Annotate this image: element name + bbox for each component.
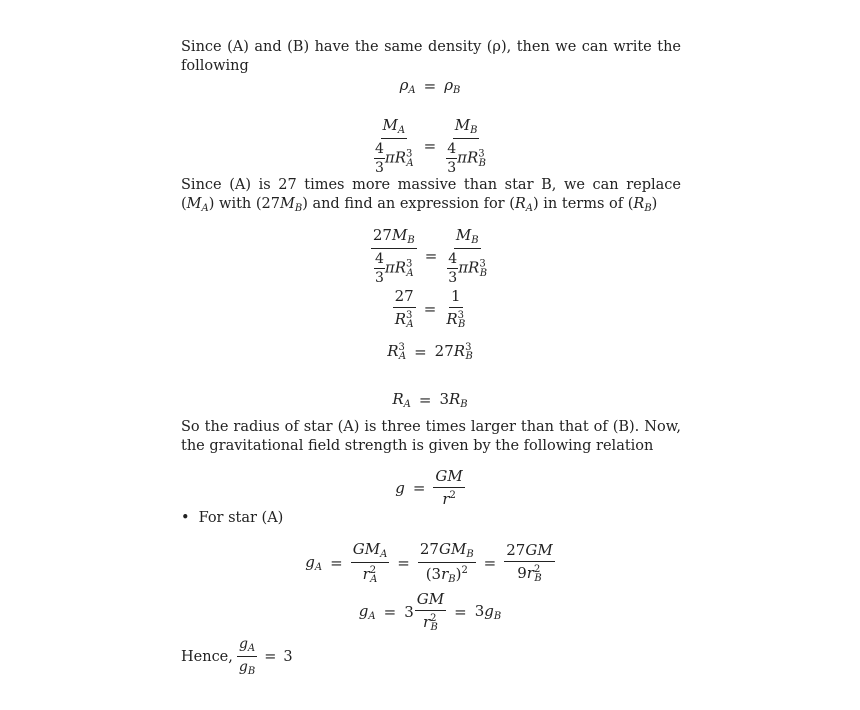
paragraph-field-strength	[181, 418, 681, 456]
equation-mass-volume: $M_A$ $\frac{4}{3}$ $\pi R^3_A$ = $M_B$ $\frac{4}{3}$ $\pi R^3_B$	[374, 116, 487, 176]
conclusion-line: Hence, $\frac{g_A}{g_B}$ = 3	[181, 636, 293, 677]
equation-field-result: $g_A$ = 3 $\frac{GM}{r^2_B}$ = $3g_B$	[358, 590, 502, 633]
equation-field-star-a: $g_A$ = $\frac{GM_A}{r^2_A}$ = $\frac{27GM_B}{(3r_B)^2}$ = $\frac{27GM}{9r^2_B}$	[305, 540, 553, 585]
paragraph-density-text: Since (A) and (B) have the same density (ρ), then we can write the following	[181, 39, 681, 74]
equation-radius-result: $R_A$ = $3R_B$	[392, 390, 468, 410]
bullet-text: For star (A)	[198, 510, 284, 526]
hence-label: Hence,	[181, 648, 233, 665]
paragraph-density	[181, 38, 681, 76]
equation-density-equal: $\rho_A$ = $\rho_B$	[399, 76, 461, 96]
paragraph-replace-mass: Since (A) is 27 times more massive than star B, we can replace $(M_A)$ with $(27M_B)$ and find an expression for $(R_A)$ in terms of $(R_B)$	[181, 177, 681, 214]
equation-substituted-mass: $27M_B$ $\frac{4}{3}$ $\pi R^3_A$ = $M_B$ $\frac{4}{3}$ $\pi R^3_B$	[372, 226, 488, 286]
paragraph-field-strength-text: So the radius of star (A) is three times larger than that of (B). Now, the gravitational field strength is given by the following relation	[181, 419, 681, 454]
equation-field-strength: g = $\frac{GM}{r^2}$	[395, 467, 463, 508]
equation-radius-cubed: $R^3_A$ = $27R^3_B$	[387, 342, 473, 362]
bullet-icon: •	[181, 510, 190, 526]
equation-radius-ratio: $\frac{27}{R^3_A}$ = $\frac{1}{R^3_B}$	[394, 287, 466, 330]
bullet-star-a	[181, 510, 283, 526]
